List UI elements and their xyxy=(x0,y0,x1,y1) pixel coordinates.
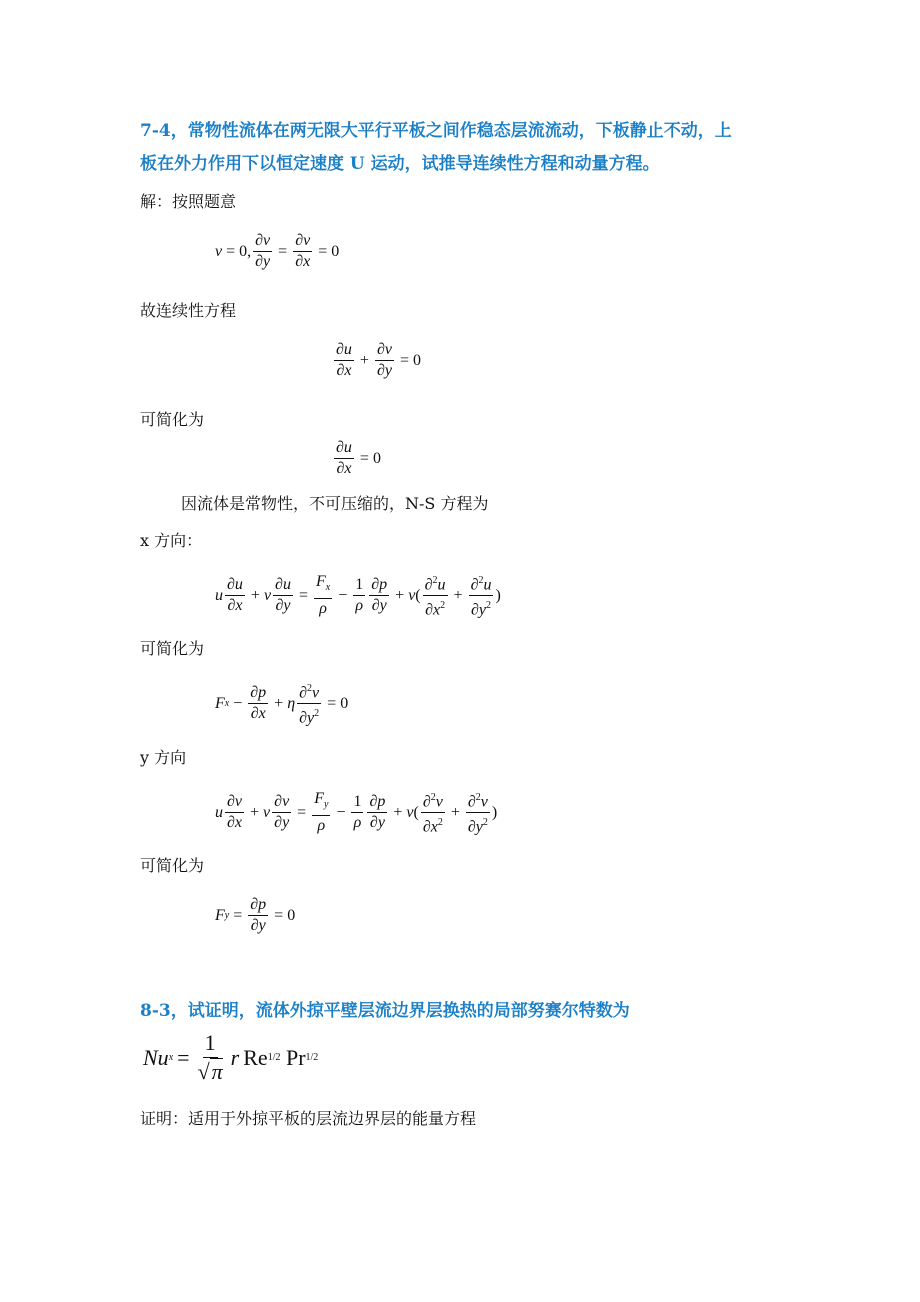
y-direction-label: y 方向 xyxy=(140,748,187,767)
equation-ns-x: u $\frac{\partial u}{\partial x}$ + v $\frac{\partial u}{\partial y}$ = $\frac{F_x}{\rho}$ − $\frac{1}{\rho}$ $\frac{\partial p}{\partial y}$ + v ( $\frac{\partial^2u}{\partial x^2}$ + $\frac{\partial^2u}{\partial y^2}$ ) xyxy=(215,573,501,619)
solution-intro: 解：按照题意 xyxy=(140,192,237,211)
ns-intro: 因流体是常物性，不可压缩的，N-S 方程为 xyxy=(181,494,489,513)
equation-nusselt: Nu x = $\frac{1}{√\pi}$ r Re 1/2 Pr 1/2 xyxy=(143,1030,319,1084)
problem-7-4-heading-line1: 7-4，常物性流体在两无限大平行平板之间作稳态层流流动，下板静止不动，上 xyxy=(140,121,732,141)
equation-ns-y: u $\frac{\partial v}{\partial x}$ + v $\frac{\partial v}{\partial y}$ = $\frac{F_y}{\rho}$ − $\frac{1}{\rho}$ $\frac{\partial p}{\partial y}$ + v ( $\frac{\partial^2v}{\partial x^2}$ + $\frac{\partial^2v}{\partial y^2}$ ) xyxy=(215,790,498,836)
continuity-label: 故连续性方程 xyxy=(140,301,237,320)
problem-7-4-heading-line2: 板在外力作用下以恒定速度 U 运动，试推导连续性方程和动量方程。 xyxy=(140,154,660,174)
simplify-label-1: 可简化为 xyxy=(140,410,205,429)
equation-continuity-simplified: $\frac{\partial u}{\partial x}$ = 0 xyxy=(336,439,381,477)
equation-v-zero: v = 0, $\frac{\partial v}{\partial y}$ = $\frac{\partial v}{\partial x}$ = 0 xyxy=(215,232,340,270)
proof-intro: 证明：适用于外掠平板的层流边界层的能量方程 xyxy=(140,1109,477,1128)
simplify-label-2: 可简化为 xyxy=(140,639,205,658)
x-direction-label: x 方向： xyxy=(140,531,203,550)
simplify-label-3: 可简化为 xyxy=(140,856,205,875)
equation-ns-y-simplified: F y = $\frac{\partial p}{\partial y}$ = 0 xyxy=(215,896,296,934)
problem-8-3-heading: 8-3，试证明，流体外掠平壁层流边界层换热的局部努赛尔特数为 xyxy=(140,1001,630,1021)
equation-continuity: $\frac{\partial u}{\partial x}$ + $\frac{\partial v}{\partial y}$ = 0 xyxy=(336,341,421,379)
equation-ns-x-simplified: F x − $\frac{\partial p}{\partial x}$ + η $\frac{\partial^2v}{\partial y^2}$ = 0 xyxy=(215,680,348,728)
